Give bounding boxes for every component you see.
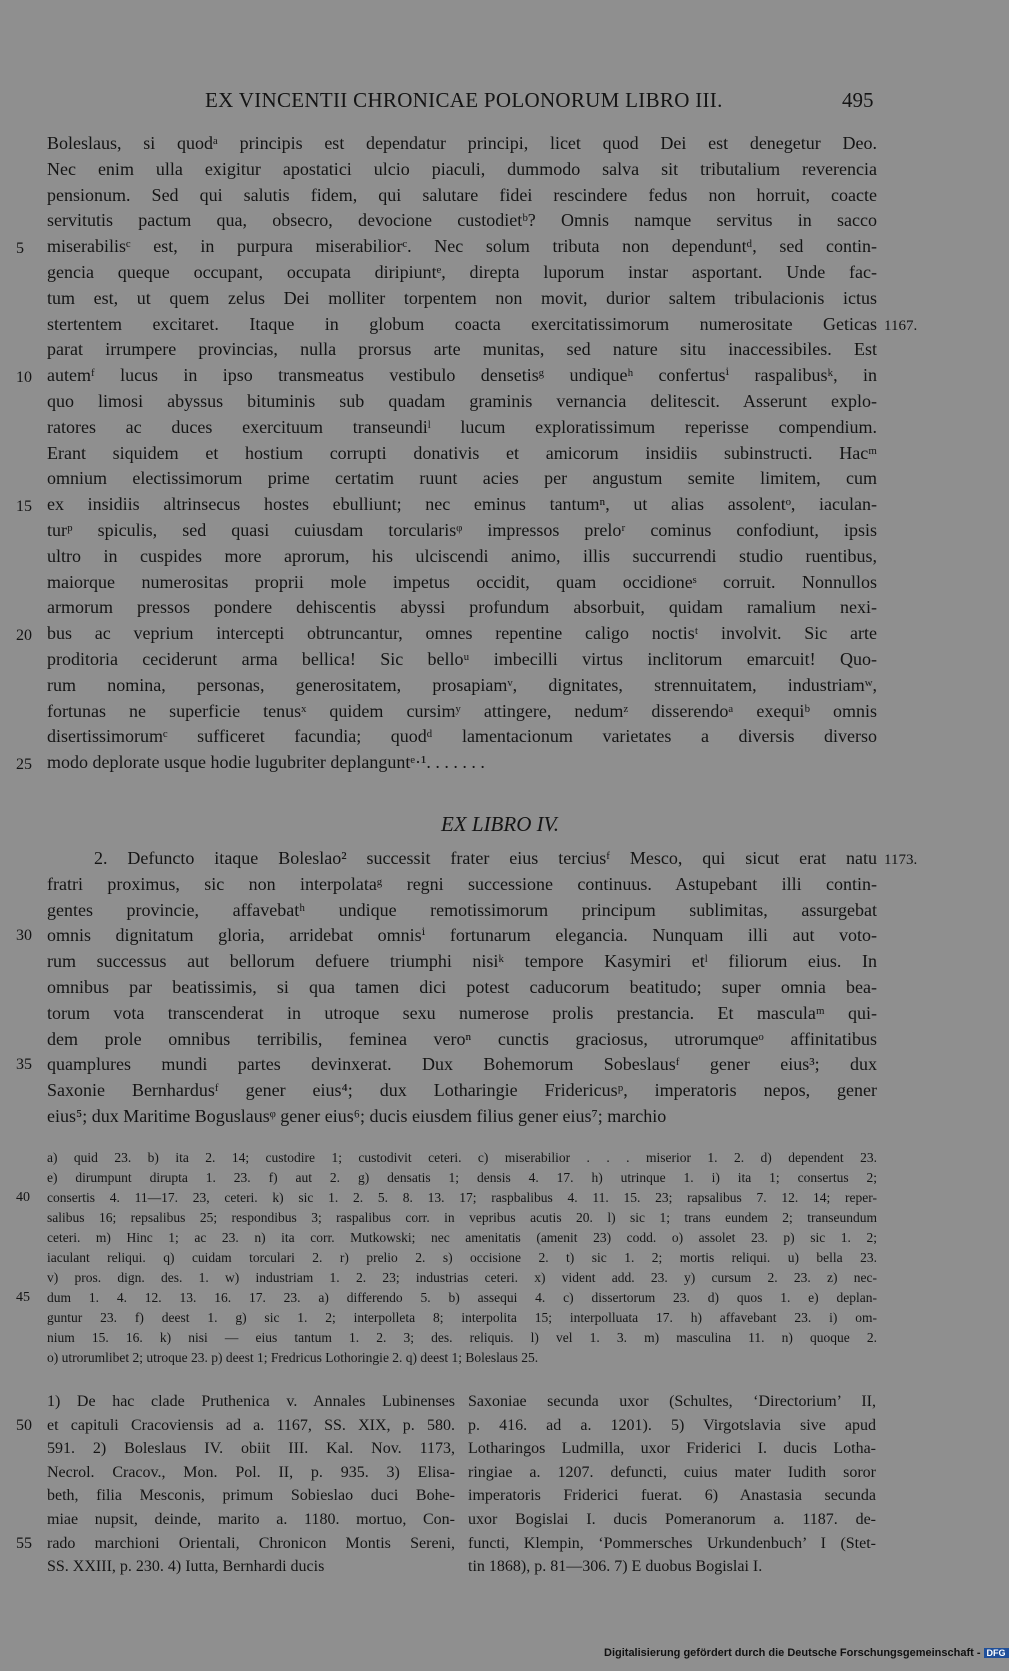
page-number: 495	[842, 88, 874, 112]
margin-year-1173: 1173.	[884, 852, 918, 868]
libro-iv-text-line: rum successus aut bellorum defuere triumphi nisiᵏ tempore Kasymiri etˡ filiorum eius. In	[47, 951, 877, 972]
libro-iv-text-line: fratri proximus, sic non interpolataᵍ regni successione continuus. Astupebant illi contin-	[47, 873, 877, 894]
libro-iv-text-line: gentes provincie, affavebatʰ undique remotissimorum principum sublimitas, assurgebat	[47, 899, 877, 920]
libro-iv-text-line: dem prole omnibus terribilis, feminea veroⁿ cunctis graciosus, utrorumqueᵒ affinitatibus	[47, 1028, 877, 1049]
main-text-line: modo deplorate usque hodie lugubriter deplanguntᵉ·¹. . . . . . .	[47, 752, 485, 773]
dfg-logo: DFG	[984, 1648, 1009, 1658]
main-text-line: quo limosi abyssus bituminis sub quadam graminis vernancia delitescit. Asserunt explo-	[47, 391, 877, 411]
running-header	[0, 88, 1000, 116]
main-text-line: autemᶠ lucus in ipso transmeatus vestibulo densetisᵍ undiqueʰ confertusⁱ raspalibusᵏ, in	[47, 365, 877, 386]
footnote-line: uxor Bogislai I. ducis Pomeranorum a. 1187. de-	[468, 1511, 876, 1528]
apparatus-line: consertis 4. 11—17. 23, ceteri. k) sic 1. 2. 5. 8. 13. 17; raspbalibus 4. 11. 15. 23; rapsalibus 7. 12. 14; reper-	[47, 1190, 877, 1205]
apparatus-line: nium 15. 16. k) nisi — eius tantum 1. 2. 3; des. reliquis. l) vel 1. 3. m) masculina 11. n) quoque 2.	[47, 1330, 877, 1345]
libro-iv-text-line: omnis dignitatum gloria, arridebat omnisⁱ fortunarum elegancia. Nunquam illi aut voto-	[47, 925, 877, 946]
main-text-line: pensionum. Sed qui salutis fidem, qui salutare fidei rescindere fedus non horruit, coacte	[47, 184, 877, 205]
footnote-line: Lotharingos Ludmilla, uxor Friderici I. ducis Lotha-	[468, 1440, 876, 1458]
libro-iv-text-line: 2. Defuncto itaque Boleslao² successit frater eius terciusᶠ Mesco, qui sicut erat natu	[94, 848, 877, 868]
line-number: 25	[16, 756, 32, 773]
margin-year-1167: 1167.	[884, 318, 918, 334]
footnote-line: p. 416. ad a. 1201). 5) Virgotslavia sive apud	[468, 1416, 876, 1434]
footnote-line: et capituli Cracoviensis ad a. 1167, SS. XIX, p. 580.	[47, 1416, 455, 1434]
main-text-line: Nec enim ulla exigitur apostatici ulcio piaculi, dummodo salva sit tributalium reverencia	[47, 158, 877, 179]
main-text-line: turᵖ spiculis, sed quasi cuiusdam torcularisᵠ impressos preloʳ cominus confodiunt, ipsis	[47, 520, 877, 540]
libro-iv-text-line: quamplures mundi partes devinxerat. Dux Bohemorum Sobeslausᶠ gener eius³; dux	[47, 1054, 877, 1075]
main-text-line: omnium electissimorum prime certatim ruunt acies per angustum semite limitem, cum	[47, 468, 877, 489]
main-text-line: servitutis pactum qua, obsecro, devocione custodietᵇ? Omnis namque servitus in sacco	[47, 210, 877, 231]
running-title: EX VINCENTII CHRONICAE POLONORUM LIBRO III.	[205, 88, 723, 112]
main-text-line: Boleslaus, si quodᵃ principis est dependatur principi, licet quod Dei est denegetur Deo.	[47, 133, 877, 153]
footnote-line: Necrol. Cracov., Mon. Pol. II, p. 935. 3) Elisa-	[47, 1463, 455, 1481]
main-text-line: disertissimorumᶜ sufficeret facundia; quodᵈ lamentacionum varietates a diversis diverso	[47, 726, 877, 747]
line-number: 5	[16, 240, 24, 257]
main-text-line: bus ac veprium intercepti obtruncantur, omnes repentine caligo noctisᵗ involvit. Sic arte	[47, 623, 877, 644]
apparatus-line: guntur 23. f) deest 1. g) sic 1. 2; interpolleta 8; interpolita 15; interpolluata 17. h) affavebant 23. i) om-	[47, 1310, 877, 1325]
main-text-line: armorum pressos pondere dehiscentis abyssi profundum absorbuit, quidam ramalium nexi-	[47, 597, 877, 618]
line-number: 35	[16, 1056, 32, 1073]
credit-text: Digitalisierung gefördert durch die Deutsche Forschungsgemeinschaft -	[604, 1647, 981, 1659]
apparatus-line: o) utrorumlibet 2; utroque 23. p) deest 1; Fredricus Lothoringie 2. q) deest 1; Boleslaus 25.	[47, 1350, 539, 1365]
line-number: 10	[16, 369, 32, 386]
footnote-line: miae nupsit, deinde, marito a. 1180. mortuo, Con-	[47, 1511, 455, 1528]
line-number: 55	[16, 1535, 32, 1552]
apparatus-line: iaculant reliqui. q) cuidam torculari 2. r) prelio 2. s) occisione 2. t) sic 1. 2; mortis reliqui. u) bella 23.	[47, 1250, 877, 1265]
libro-iv-text-line: omnibus par beatissimis, si qua tamen dici potest caducorum beatitudo; super omnia bea-	[47, 977, 877, 997]
footnote-line: SS. XXIII, p. 230. 4) Iutta, Bernhardi ducis	[47, 1558, 325, 1576]
footnote-line: imperatoris Friderici fuerat. 6) Anastasia secunda	[468, 1487, 876, 1505]
footnote-line: functi, Klempin, ‘Pommersches Urkundenbuch’ I (Stet-	[468, 1534, 876, 1552]
main-text-line: proditoria ceciderunt arma bellica! Sic belloᵘ imbecilli virtus inclitorum emarcuit! Quo-	[47, 649, 877, 669]
main-text-line: parat irrumpere provincias, nulla prorsus arte munitas, sed nature situ inaccessibiles. Est	[47, 339, 877, 360]
apparatus-line: a) quid 23. b) ita 2. 14; custodire 1; custodivit ceteri. c) miserabilior . . . miserior 1. 2. d) dependent 23.	[47, 1150, 877, 1165]
line-number: 50	[16, 1417, 32, 1434]
line-number: 45	[16, 1290, 30, 1305]
footnote-line: beth, filia Mesconis, primum Sobieslao duci Bohe-	[47, 1487, 455, 1505]
digitization-credit	[604, 1647, 1009, 1659]
main-text-line: maiorque numerositas proprii mole impetus occidit, quam occidioneˢ corruit. Nonnullos	[47, 571, 877, 592]
line-number: 20	[16, 627, 32, 644]
apparatus-line: v) pros. dign. des. 1. w) industriam 1. 2. 23; industrias ceteri. x) vident add. 23. y) cursum 2. 23. z) nec-	[47, 1270, 877, 1285]
main-text-line: fortunas ne superficie tenusˣ quidem cursimʸ attingere, nedumᶻ disserendoᵃ exequiᵇ omnis	[47, 700, 877, 721]
footnote-line: rado marchioni Orientali, Chronicon Montis Sereni,	[47, 1534, 455, 1552]
main-text-line: ratores ac duces exercituum transeundiˡ lucum exploratissimum reperisse compendium.	[47, 416, 877, 437]
main-text-line: stertentem excitaret. Itaque in globum coacta exercitatissimorum numerositate Geticas	[47, 313, 877, 334]
apparatus-line: salibus 16; repsalibus 25; respondibus 3; raspalibus corr. in vepribus acutis 20. l) sic 1; trans eundem 2; transeundum	[47, 1210, 877, 1225]
apparatus-line: ceteri. m) Hinc 1; ac 23. n) ita corr. Mutkowski; nec amenitatis (amenit 23) codd. o) assolet 23. p) sic 1. 2;	[47, 1230, 877, 1245]
main-text-line: Erant siquidem et hostium corrupti donativis et amicorum insidiis subinstructi. Hacᵐ	[47, 442, 877, 463]
main-text-line: rum nomina, personas, generositatem, prosapiamᵛ, dignitates, strennuitatem, industriamʷ,	[47, 674, 877, 695]
main-text-line: gencia queque occupant, occupata diripiuntᵉ, direpta luporum instar asportant. Unde fac-	[47, 262, 877, 282]
footnote-line: Saxoniae secunda uxor (Schultes, ‘Directorium’ II,	[468, 1393, 876, 1410]
libro-iv-text-line: Saxonie Bernhardusᶠ gener eius⁴; dux Lotharingie Fridericusᵖ, imperatoris nepos, gener	[47, 1080, 877, 1101]
main-text-line: ex insidiis altrinsecus hostes ebulliunt; nec eminus tantumⁿ, ut alias assolentᵒ, iaculan-	[47, 494, 877, 515]
line-number: 15	[16, 498, 32, 515]
libro-iv-text-line: torum vota transcenderat in utroque sexu numerose prolis prestancia. Et masculaᵐ qui-	[47, 1002, 877, 1023]
footnote-line: tin 1868), p. 81—306. 7) E duobus Bogislai I.	[468, 1558, 763, 1576]
apparatus-line: e) dirumpunt dirupta 1. 23. f) aut 2. g) densatis 1; densis 4. 17. h) utrinque 1. i) ita 1; consertus 2;	[47, 1170, 877, 1185]
main-text-line: ultro in cuspides more aprorum, his ulciscendi animo, illis succurrendi studio ruentibus,	[47, 545, 877, 566]
footnote-line: 1) De hac clade Pruthenica v. Annales Lubinenses	[47, 1393, 455, 1410]
line-number: 30	[16, 927, 32, 944]
footnote-line: ringiae a. 1207. defuncti, cuius mater Iudith soror	[468, 1463, 876, 1481]
apparatus-line: dum 1. 4. 12. 13. 16. 17. 23. a) differendo 5. b) assequi 4. c) dissertorum 23. d) quos 1. e) deplan-	[47, 1290, 877, 1305]
section-heading: EX LIBRO IV.	[440, 812, 559, 836]
main-text-line: tum est, ut quem zelus Dei molliter torpentem non movit, durior saltem tribulacionis ictus	[47, 287, 877, 308]
footnote-line: 591. 2) Boleslaus IV. obiit III. Kal. Nov. 1173,	[47, 1440, 455, 1458]
main-text-line: miserabilisᶜ est, in purpura miserabiliorᶜ. Nec solum tributa non dependuntᵈ, sed contin-	[47, 236, 877, 257]
libro-iv-text-line: eius⁵; dux Maritime Boguslausᵠ gener eius⁶; ducis eiusdem filius gener eius⁷; marchio	[47, 1106, 667, 1126]
line-number: 40	[16, 1190, 30, 1205]
